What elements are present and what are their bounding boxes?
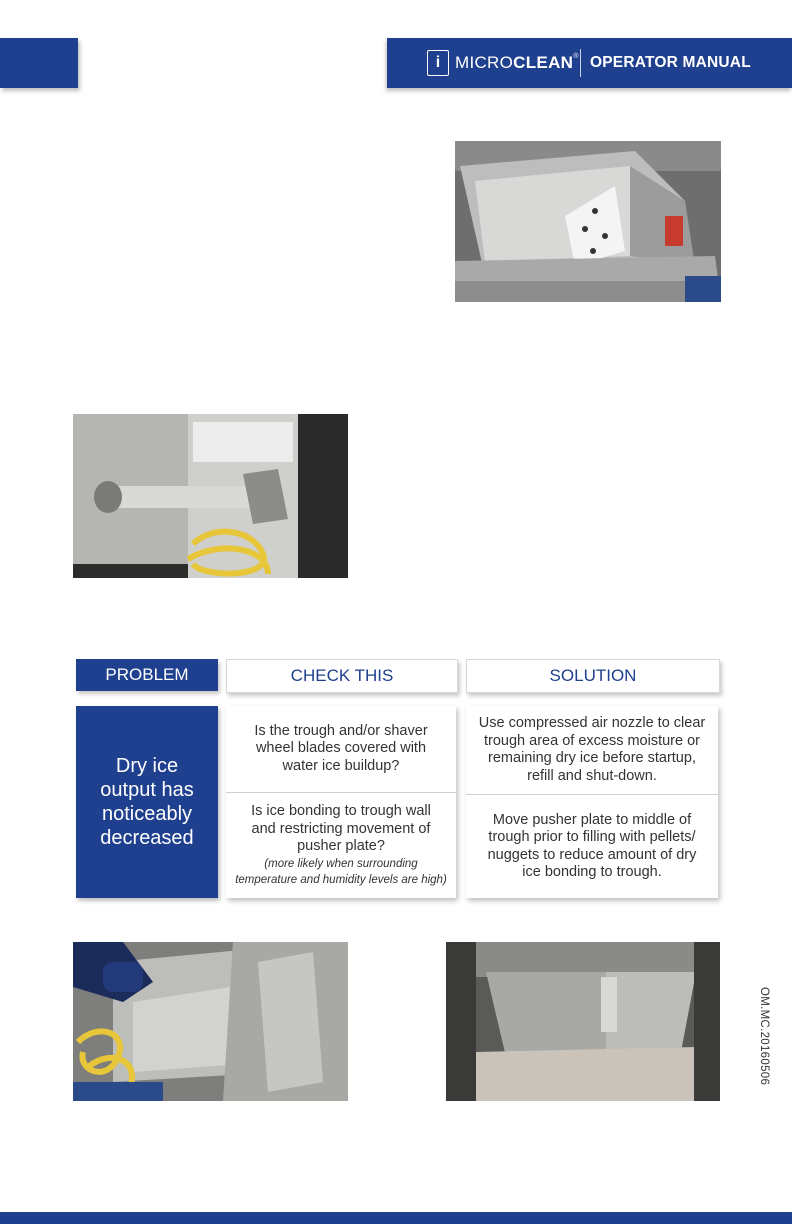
brand-logo-icon: i [427,50,449,76]
problem-cell: Dry ice output has noticeably decreased [76,706,218,898]
brand-name-bold: CLEAN [513,53,574,72]
photo-trough-pusher-plate [455,141,721,302]
check-text-2: Is ice bonding to trough wall and restricting movement of pusher plate? [251,803,431,855]
brand-name-prefix: MICRO [455,53,514,72]
header-brand-bar [387,38,792,88]
check-text-1: Is the trough and/or shaver wheel blades covered with water ice buildup? [254,722,428,774]
document-code-text: OM.MC.20160506 [758,987,770,1086]
photo-air-nozzle [73,414,348,578]
check-cell-1 [226,706,456,792]
solution-cell-2 [466,795,718,898]
footer-bar [0,1212,792,1224]
photo-pusher-plate-middle [446,942,720,1101]
brand-name: MICROCLEAN® [455,53,579,72]
solution-cell-1 [466,706,718,794]
solution-column [466,706,718,898]
solution-text-1: Use compressed air nozzle to clear trough area of excess moisture or remaining dry ice before startup, refill and shut-down. [478,715,706,784]
check-note-2: (more likely when surrounding temperature and humidity levels are high) [235,857,447,886]
header-tab-left [0,38,78,88]
header-problem: PROBLEM [76,659,218,691]
brand-separator [580,49,581,77]
manual-label: OPERATOR MANUAL [590,54,751,71]
header-solution: SOLUTION [466,659,720,693]
photo-cleaning-trough [73,942,348,1101]
header-check-this: CHECK THIS [226,659,458,693]
document-code [756,985,772,1105]
check-cell-2 [226,793,456,898]
solution-text-2: Move pusher plate to middle of trough prior to filling with pellets/ nuggets to reduce amount of dry ice bonding to trough. [487,811,697,880]
check-column [226,706,456,898]
